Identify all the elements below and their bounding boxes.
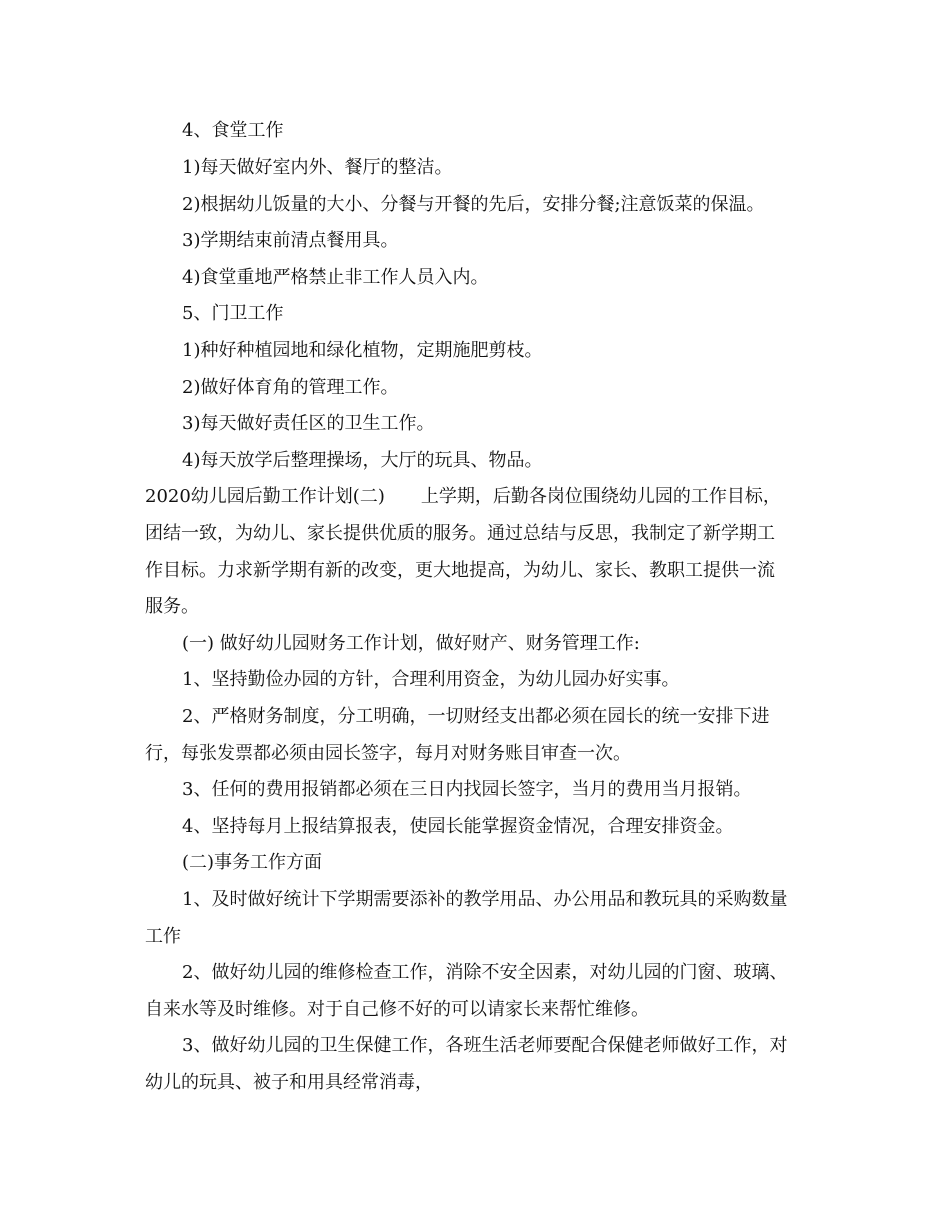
section-heading: (一) 做好幼儿园财务工作计划，做好财产、财务管理工作: [182, 633, 640, 654]
plan-title-paragraph-line: 2020幼儿园后勤工作计划(二) 上学期，后勤各岗位围绕幼儿园的工作目标， [145, 486, 781, 507]
list-item: 3)每天做好责任区的卫生工作。 [182, 413, 435, 434]
section-heading: 5、门卫工作 [182, 303, 284, 324]
list-item: 3)学期结束前清点餐用具。 [182, 230, 399, 251]
list-item: 3、做好幼儿园的卫生保健工作，各班生活老师要配合保健老师做好工作，对 [182, 1035, 788, 1056]
list-item: 1、坚持勤俭办园的方针，合理利用资金，为幼儿园办好实事。 [182, 669, 680, 690]
list-item: 1、及时做好统计下学期需要添补的教学用品、办公用品和教玩具的采购数量 [182, 889, 788, 910]
list-item-continuation: 自来水等及时维修。对于自己修不好的可以请家长来帮忙维修。 [145, 999, 649, 1020]
list-item: 2)做好体育角的管理工作。 [182, 377, 399, 398]
section-heading: (二)事务工作方面 [182, 852, 323, 873]
paragraph-line: 作目标。力求新学期有新的改变，更大地提高，为幼儿、家长、教职工提供一流 [145, 560, 775, 581]
list-item: 4、坚持每月上报结算报表，使园长能掌握资金情况，合理安排资金。 [182, 816, 734, 837]
paragraph-line: 服务。 [145, 596, 199, 617]
list-item: 1)种好种植园地和绿化植物，定期施肥剪枝。 [182, 340, 543, 361]
list-item: 4)每天放学后整理操场，大厅的玩具、物品。 [182, 450, 543, 471]
paragraph-line: 团结一致，为幼儿、家长提供优质的服务。通过总结与反思，我制定了新学期工 [145, 523, 775, 544]
list-item: 3、任何的费用报销都必须在三日内找园长签字，当月的费用当月报销。 [182, 779, 752, 800]
list-item: 4)食堂重地严格禁止非工作人员入内。 [182, 267, 489, 288]
list-item-continuation: 幼儿的玩具、被子和用具经常消毒， [145, 1072, 433, 1093]
list-item: 2、做好幼儿园的维修检查工作，消除不安全因素，对幼儿园的门窗、玻璃、 [182, 962, 788, 983]
list-item-continuation: 工作 [145, 926, 181, 947]
list-item: 2、严格财务制度，分工明确，一切财经支出都必须在园长的统一安排下进 [182, 706, 770, 727]
list-item: 1)每天做好室内外、餐厅的整洁。 [182, 157, 453, 178]
list-item-continuation: 行，每张发票都必须由园长签字，每月对财务账目审查一次。 [145, 743, 631, 764]
section-heading: 4、食堂工作 [182, 120, 284, 141]
list-item: 2)根据幼儿饭量的大小、分餐与开餐的先后，安排分餐;注意饭菜的保温。 [182, 194, 765, 215]
